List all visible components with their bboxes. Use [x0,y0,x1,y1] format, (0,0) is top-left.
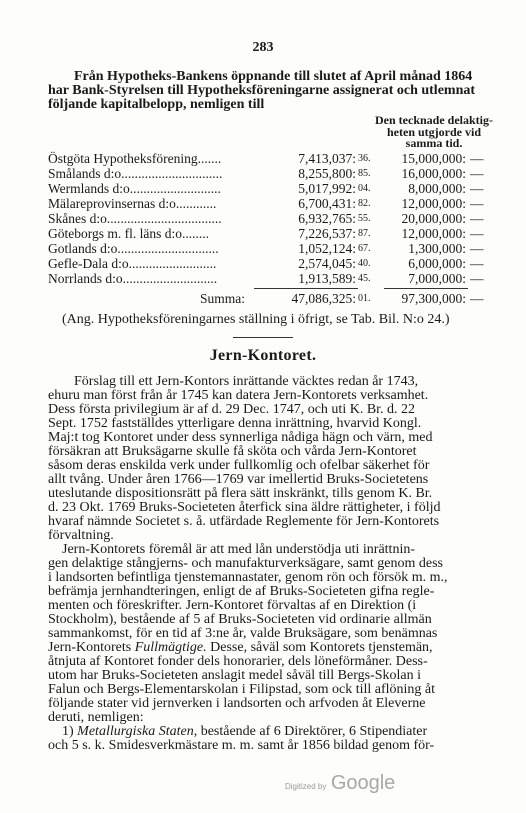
subscribed-capital: 12,000,000: [401,196,466,211]
sum-amount: 47,086,325: [291,291,356,306]
subscribed-capital: 7,000,000: [408,271,466,286]
subscribed-capital: 8,000,000: [408,181,466,196]
dash: — [470,291,484,306]
digitization-watermark [285,772,395,795]
text-line: utom har Bruks-Societeten anslagit medel såväl till Bergs-Skolan i [48,668,422,683]
text-line: Jern-Kontorets föremål är att med lån understödja uti inrättnin- [62,542,416,557]
dash: — [470,151,484,166]
association-name: Norrlands d:o............................ [48,271,218,286]
table-row [48,211,518,226]
assigned-amount: 8,255,800: [298,166,356,181]
text-line: allt tvång. Under åren 1766—1769 var imellertid Bruks-Societetens [48,472,429,487]
sum-label: Summa: [200,291,246,306]
table-row [48,151,518,166]
text-fragment: bestående af 6 Direktörer, 6 Stipendiater [197,724,428,739]
association-name: Gotlands d:o.............................. [48,241,219,256]
section-divider [233,337,293,338]
assigned-amount: 6,932,765: [298,211,356,226]
italic-term: Fullmägtige. [134,640,207,655]
assigned-amount: 6,700,431: [298,196,356,211]
table-row [48,271,518,286]
association-name: Skånes d:o.................................. [48,211,222,226]
text-fragment: 1) [62,724,78,739]
text-line: följande stater vid jernverken i landsorten och arfvoden åt Eleverne [48,696,426,711]
text-line: hvaraf nämnde Societet s. å. utfärdade Reglemente för Jern-Kontorets [48,514,440,529]
google-logo: Google [330,772,396,794]
section-heading: Jern-Kontoret. [209,347,317,364]
text-line: förvaltning. [48,528,114,543]
subscribed-capital: 20,000,000: [401,211,466,226]
text-line: i landsorten befintliga tjenstemannastater, genom rön och försök m. m., [48,570,448,585]
text-line: Falun och Bergs-Elementarskolan i Filipstad, som ock till aflöning åt [48,682,436,697]
sum-rule-capital [384,288,468,289]
text-line: befrämja jernhandteringen, enligt de af Bruks-Societeten gifna regle- [48,584,435,599]
text-line [48,641,433,655]
association-name: Göteborgs m. fl. läns d:o........ [48,226,209,241]
text-fragment: Desse, såväl som Kontorets tjenstemän, [206,640,433,655]
table-row [48,226,518,241]
table-row [48,181,518,196]
amount-decimals: 67. [358,243,371,254]
text-line: Förslag till ett Jern-Kontors inrättande väcktes redan år 1743, [74,374,419,389]
amount-decimals: 82. [358,198,371,209]
association-name: Wermlands d:o........................... [48,181,221,196]
table-sum-row [48,291,518,306]
amount-decimals: 04. [358,183,371,194]
subscribed-capital: 15,000,000: [401,151,466,166]
text-fragment: Jern-Kontorets [48,640,135,655]
column-heading-line: heten utgjorde vid [387,124,481,139]
assigned-amount: 2,574,045: [298,256,356,271]
sum-rule-amount [254,288,358,289]
intro-line-1: Från Hypotheks-Bankens öppnande till slutet af April månad 1864 [74,69,473,84]
subscribed-capital: 6,000,000: [408,256,466,271]
assigned-amount: 5,017,992: [298,181,356,196]
page-number: 283 [252,40,274,55]
intro-line-3: följande kapitalbelopp, nemligen till [48,97,265,112]
amount-decimals: 85. [358,168,371,179]
column-heading-capital [346,115,522,150]
dash: — [470,241,484,256]
amount-decimals: 40. [358,258,371,269]
subscribed-capital: 16,000,000: [401,166,466,181]
text-line: Stockholm), bestående af 5 af Bruks-Societeten vid ordinarie allmän [48,612,432,627]
amount-decimals: 45. [358,273,371,284]
table-row [48,196,518,211]
column-heading-line: Den tecknade delaktig- [375,113,493,127]
dash: — [470,271,484,286]
table-row [48,166,518,181]
dash: — [470,226,484,241]
italic-term: Metallurgiska Staten, [77,724,198,739]
table-note: (Ang. Hypotheksföreningarnes ställning i öfrigt, se Tab. Bil. N:o 24.) [62,312,450,327]
amount-decimals: 87. [358,228,371,239]
assigned-amount: 7,413,037: [298,151,356,166]
text-line: gen delaktige stångjerns- och manufakturverksägare, samt genom dess [48,556,443,571]
text-line: menten och föreskrifter. Jern-Kontoret förvaltas af en Direktion (i [48,598,417,613]
text-line: deruti, nemligen: [48,710,144,725]
association-name: Mälareprovinsernas d:o............ [48,196,217,211]
intro-line-2: har Bank-Styrelsen till Hypotheksföreningarne assignerat och utlemnat [48,83,476,98]
dash: — [470,166,484,181]
association-name: Smålands d:o.............................. [48,166,223,181]
subscribed-capital: 1,300,000: [408,241,466,256]
dash: — [470,181,484,196]
text-line: d. 23 Okt. 1769 Bruks-Societeten återfick sina äldre rättigheter, i följd [48,500,441,515]
text-line [62,725,427,739]
amount-decimals: 36. [358,153,371,164]
subscribed-capital: 12,000,000: [401,226,466,241]
text-line: ehuru man först från år 1745 kan datera Jern-Kontorets verksamhet. [48,388,429,403]
assigned-amount: 7,226,537: [298,226,356,241]
watermark-caption: Digitized by [285,782,327,791]
dash: — [470,196,484,211]
dash: — [470,211,484,226]
table-row [48,241,518,256]
association-name: Gefle-Dala d:o.......................... [48,256,217,271]
text-line: sammankomst, för en tid af 3:ne år, valde Bruksägare, som benämnas [48,626,438,641]
text-line: såsom deras enskilda verk under fullkomlig och ofelbar säkerhet för [48,458,430,473]
text-line: försäkran att Bruksägarne skulle få sköta och vårda Jern-Kontoret [48,444,417,459]
text-line: uteslutande dispositionsrätt på flera sätt inskränkt, tills genom K. Br. [48,486,433,501]
association-name: Östgöta Hypotheksförening....... [48,151,222,166]
column-heading-line: samma tid. [405,136,463,150]
text-line: åtnjuta af Kontoret fonder dels honorarier, dels löneförmåner. Dess- [48,654,428,669]
table-row [48,256,518,271]
text-line: Sept. 1752 fastställdes ytterligare denna inrättning, hvarvid Kongl. [48,416,422,431]
text-line: och 5 s. k. Smidesverkmästare m. m. samt år 1856 bildad genom för- [48,738,435,753]
text-line: Dess första privilegium är af d. 29 Dec. 1747, och uti K. Br. d. 22 [48,402,416,417]
assigned-amount: 1,052,124: [298,241,356,256]
sum-capital: 97,300,000: [401,291,466,306]
assigned-amount: 1,913,589: [298,271,356,286]
text-line: Maj:t tog Kontoret under dess synnerliga nådiga hägn och värn, med [48,430,433,445]
amount-decimals: 55. [358,213,371,224]
sum-decimals: 01. [358,293,371,304]
dash: — [470,256,484,271]
